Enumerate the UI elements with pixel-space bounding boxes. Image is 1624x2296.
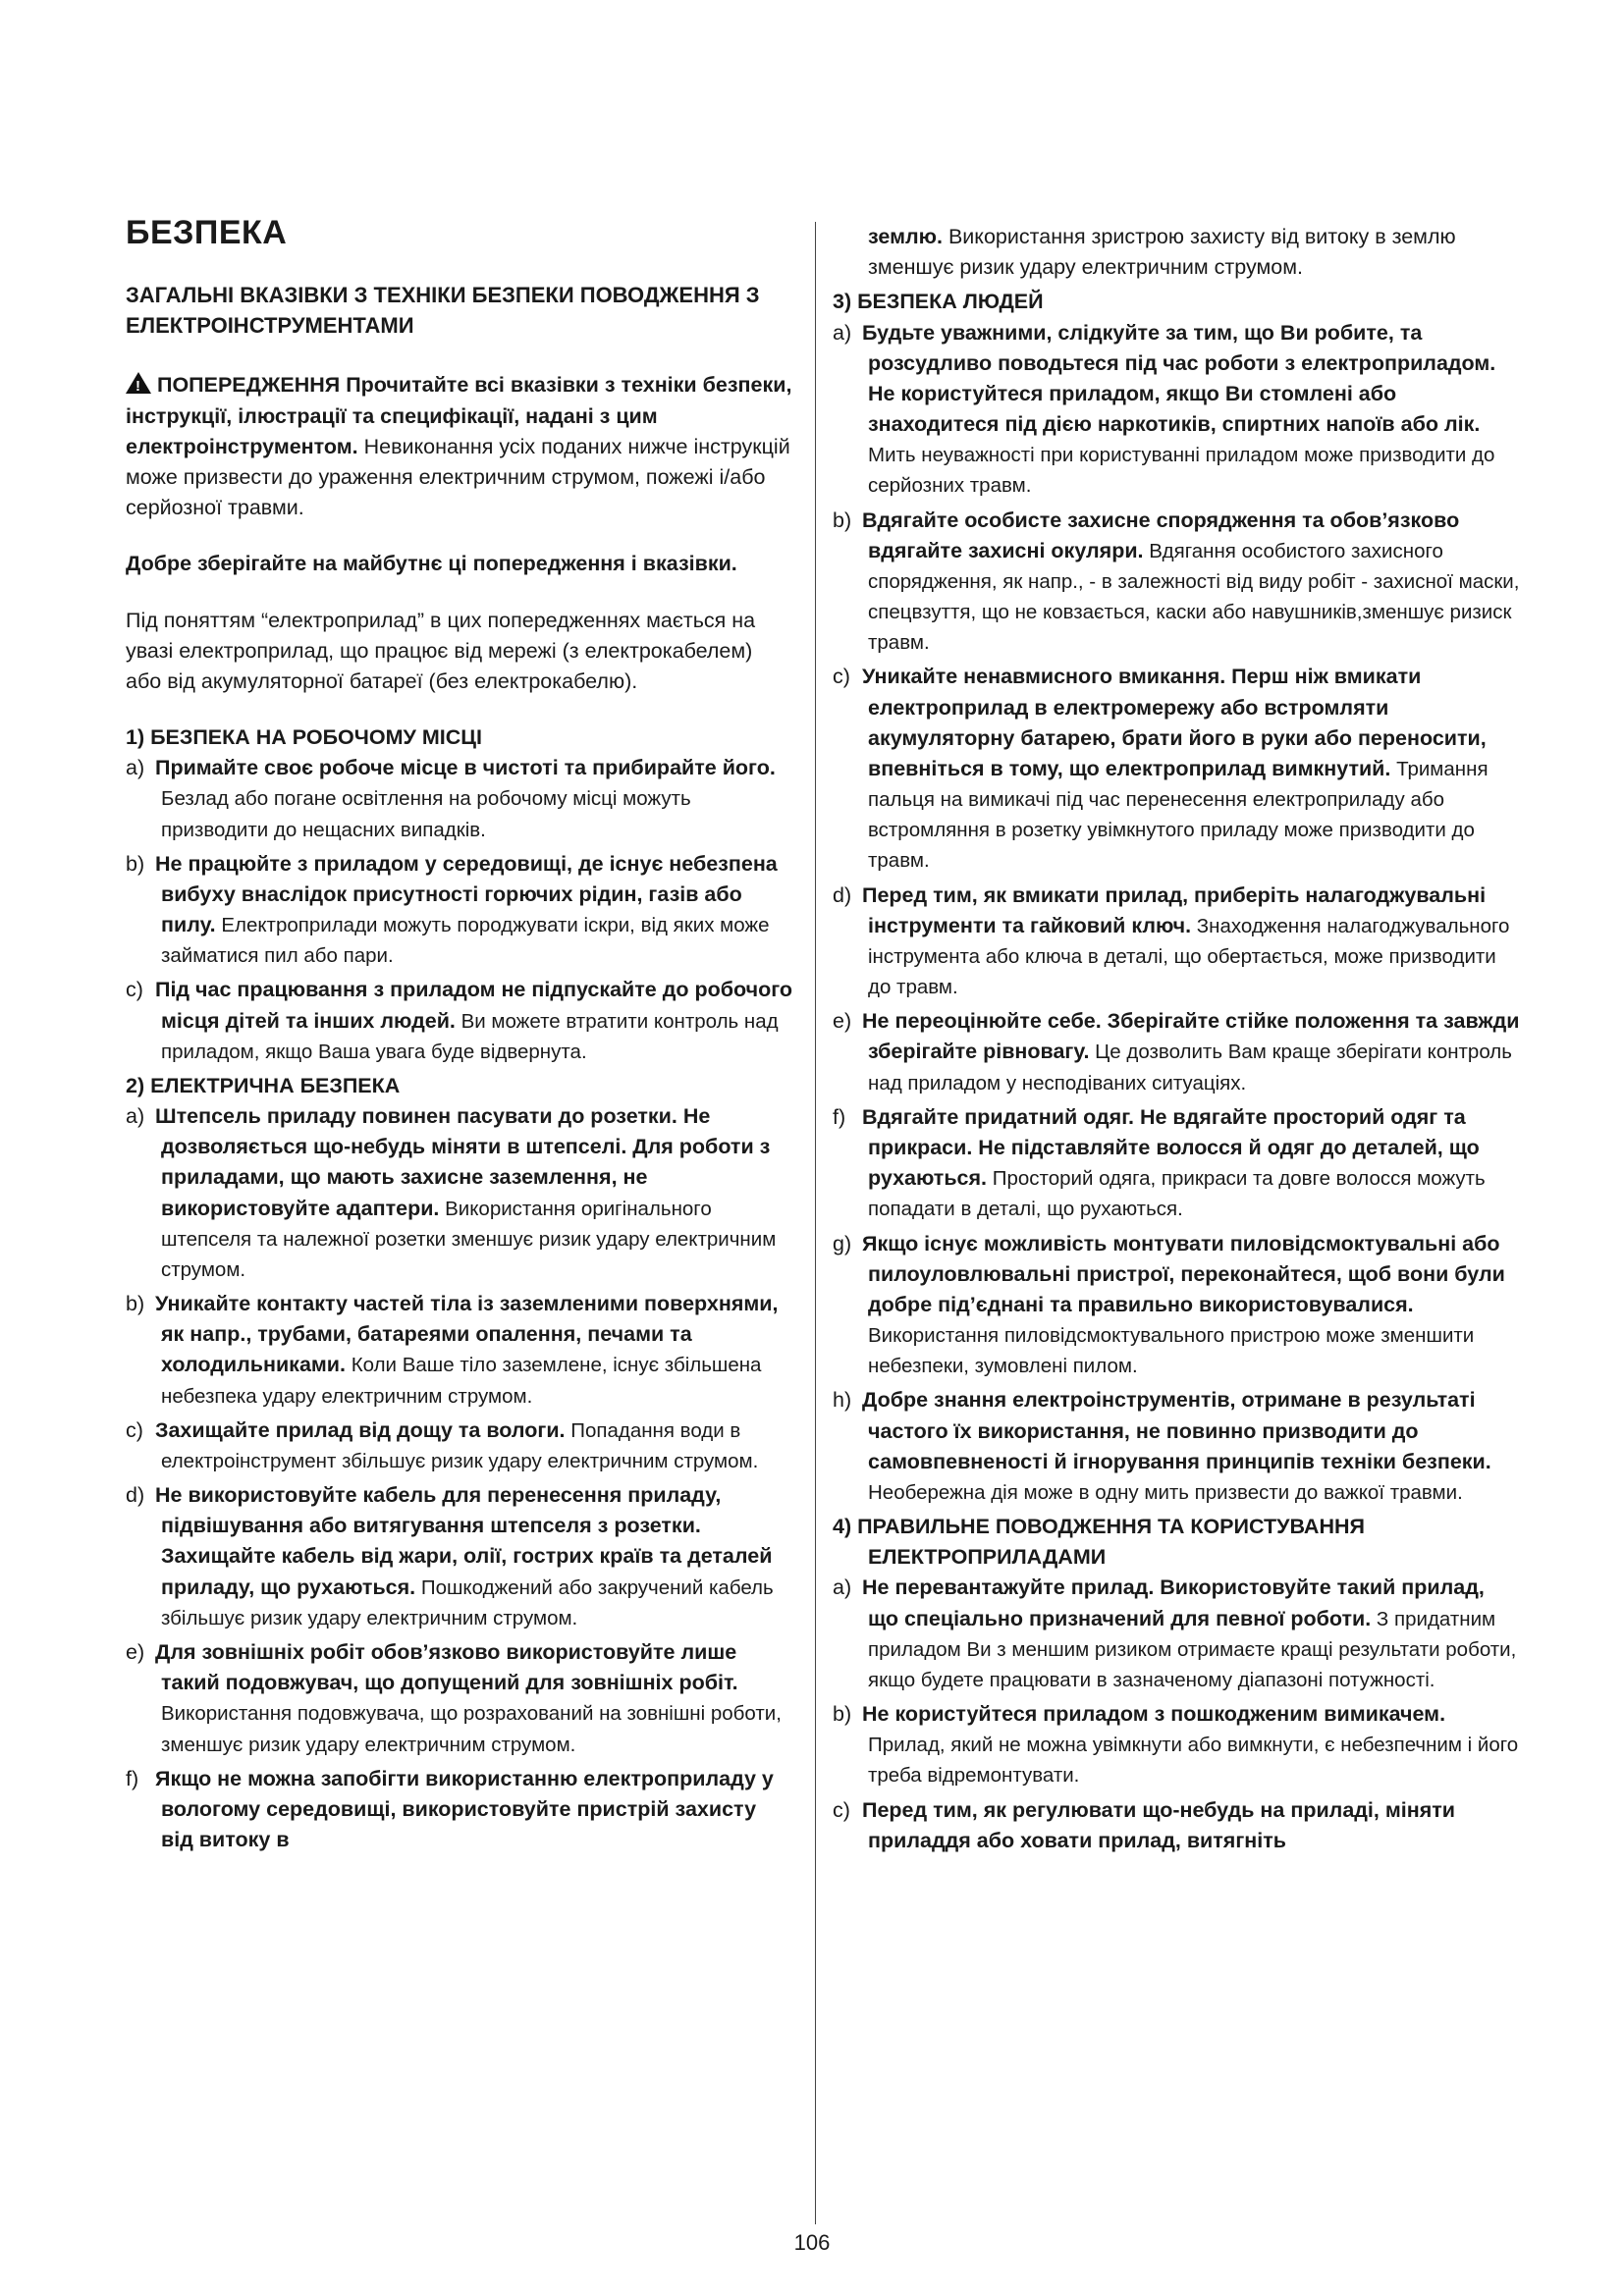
list-item-letter: b) — [126, 851, 145, 876]
list-item — [126, 1480, 793, 1633]
list-item — [126, 1101, 793, 1285]
list-item — [126, 1764, 793, 1856]
list-item-text: Необережна дія може в одну мить призвести до важкої травми. — [868, 1480, 1463, 1504]
list-item-text: Прилад, який не можна увімкнути або вимкнути, є небезпечним і його треба відремонтувати. — [868, 1734, 1519, 1788]
list-item-letter: b) — [833, 507, 852, 532]
list-item-letter: g) — [833, 1231, 852, 1255]
list-item — [833, 1102, 1520, 1225]
list-item-bold-text: Якщо існує можливість монтувати пиловідсмоктувальні або пилоуловлювальні пристрої, переконайтеся, щоб вони були добре під’єднані та правильно використовувалися. — [862, 1231, 1505, 1316]
list-item-bold-text: Не перевантажуйте прилад. Використовуйте такий прилад, що спеціально призначений для певної роботи. — [862, 1575, 1485, 1630]
column-divider — [815, 222, 816, 2224]
list-item — [126, 1637, 793, 1760]
list-item-bold-text: Не користуйтеся приладом з пошкодженим вимикачем. — [862, 1702, 1446, 1727]
list-item-bold-text: Якщо не можна запобігти використанню електроприладу у вологому середовищі, використовуйте пристрій захисту від витоку в — [155, 1766, 774, 1852]
right-column — [833, 222, 1520, 1860]
list-item — [833, 506, 1520, 659]
section-heading-1: 1) БЕЗПЕКА НА РОБОЧОМУ МІСЦІ — [126, 725, 482, 750]
list-item-continuation: землю. Використання зристрою захисту від витоку в землю зменшує ризик удару електричним струмом. — [868, 225, 1456, 280]
list-item-letter: a) — [126, 1104, 145, 1129]
section-4-list — [833, 1573, 1520, 1856]
warning-triangle-icon: ! — [126, 372, 151, 394]
list-item-text: З придатним приладом Ви з меншим ризиком отримаєте кращі результати роботи, якщо будете працювати в зазначеному діапазоні потужності. — [868, 1607, 1517, 1691]
list-item — [833, 1385, 1520, 1508]
section-heading-3: 3) БЕЗПЕКА ЛЮДЕЙ — [833, 290, 1044, 314]
list-item — [126, 753, 793, 845]
list-item-text: Коли Ваше тіло заземлене, існує збільшена небезпека удару електричним струмом. — [161, 1354, 762, 1408]
list-item — [126, 1415, 793, 1476]
list-item-bold-text: Перед тим, як вмикати прилад, приберіть налагоджувальні інструменти та гайковий ключ. — [862, 882, 1487, 937]
list-item-text: Пошкоджений або закручений кабель збільшує ризик удару електричним струмом. — [161, 1575, 774, 1629]
list-item-bold-text: Примайте своє робоче місце в чистоті та прибирайте його. — [155, 756, 776, 780]
list-item-letter: a) — [126, 756, 145, 780]
list-item-bold-text: Не працюйте з приладом у середовищі, де існує небезпена вибуху внаслідок присутності горючих рідин, газів або пилу. — [155, 851, 778, 937]
list-item-letter: h) — [833, 1388, 852, 1413]
page-number: 106 — [793, 2230, 831, 2255]
list-item-text: Використання подовжувача, що розрахований на зовнішні роботи, зменшує ризик удару електричним струмом. — [161, 1702, 782, 1756]
list-item-text: Попадання води в електроінструмент збільшує ризик удару електричним струмом. — [161, 1418, 759, 1472]
list-item — [833, 1229, 1520, 1382]
warning-paragraph: ! ПОПЕРЕДЖЕННЯ Прочитайте всі вказівки з техніки безпеки, інструкції, ілюстрації та специфікації, надані з цим електроінструментом. Невиконання усіх поданих нижче інструкцій може призвести до ураження електричним струмом, пожежі і/або серйозної травми. — [126, 373, 792, 520]
list-item-bold-text: Вдягайте особисте захисне спорядження та обов’язково вдягайте захисні окуляри. — [862, 507, 1460, 562]
list-item — [833, 662, 1520, 876]
list-item-letter: d) — [833, 882, 852, 907]
list-item-letter: c) — [833, 665, 850, 689]
list-item-letter: e) — [833, 1009, 852, 1034]
list-item-bold-text: Уникайте ненавмисного вмикання. Перш ніж вмикати електроприлад в електромережу або встромляти акумуляторну батарею, брати його в руки або переносити, впевніться в тому, що електроприлад вимкнутий. — [862, 665, 1487, 780]
list-item-text: Тримання пальця на вимикачі під час перенесення електроприладу або встромляння в розетку увімкнутого приладу може призводити до травм. — [868, 757, 1489, 873]
list-item-letter: d) — [126, 1483, 145, 1508]
list-item — [833, 1006, 1520, 1098]
list-item-text: Ви можете втратити контроль над приладом, якщо Ваша увага буде відвернута. — [161, 1009, 779, 1063]
list-item — [126, 849, 793, 972]
list-item-letter: c) — [126, 978, 143, 1002]
list-item-bold-text: Для зовнішніх робіт обов’язково використовуйте лише такий подовжувач, що допущений для зовнішніх робіт. — [155, 1640, 738, 1695]
left-column — [126, 196, 793, 1859]
list-item-bold-text: Уникайте контакту частей тіла із заземленими поверхнями, як напр., трубами, батареями опалення, печами та холодильниками. — [155, 1292, 779, 1377]
list-item-letter: f) — [833, 1104, 846, 1129]
list-item-text: Знаходження налагоджувального інструмента або ключа в деталі, що обертається, може призводити до травм. — [868, 914, 1510, 999]
list-item-letter: b) — [833, 1702, 852, 1727]
list-item-letter: f) — [126, 1766, 139, 1790]
list-item — [833, 1795, 1520, 1856]
definition-paragraph: Під поняттям “електроприлад” в цих попередженнях мається на увазі електроприлад, що працює від мережі (з електрокабелем) або від акумуляторної батареї (без електрокабелю). — [126, 608, 756, 693]
list-item-bold-text: Захищайте прилад від дощу та вологи. — [155, 1417, 566, 1442]
section-1-list — [126, 753, 793, 1067]
list-item-bold-text: Штепсель приладу повинен пасувати до розетки. Не дозволяється що-небудь міняти в штепселі. Для роботи з приладами, що мають захисне заземлення, не використовуйте адаптери. — [155, 1104, 771, 1220]
list-item-letter: e) — [126, 1640, 145, 1664]
list-item-text: Електроприлади можуть породжувати іскри, від яких може займатися пил або пари. — [161, 914, 770, 968]
list-item-letter: a) — [833, 1575, 852, 1600]
list-item-text: Мить неуважності при користуванні приладом може призводити до серйозних травм. — [868, 444, 1495, 498]
section-subtitle: ЗАГАЛЬНІ ВКАЗІВКИ З ТЕХНІКИ БЕЗПЕКИ ПОВОДЖЕННЯ З ЕЛЕКТРОІНСТРУМЕНТАМИ — [126, 283, 760, 339]
list-item-bold-text: Не використовуйте кабель для перенесення приладу, підвішування або витягування штепселя з розетки. Захищайте кабель від жари, олії, гострих країв та деталей приладу, що рухаються. — [155, 1483, 773, 1599]
list-item-letter: c) — [126, 1417, 143, 1442]
list-item — [833, 881, 1520, 1003]
list-item — [833, 1573, 1520, 1695]
section-2-list — [126, 1101, 793, 1855]
list-item-letter: a) — [833, 320, 852, 345]
list-item-bold-text: Не переоцінюйте себе. Зберігайте стійке положення та завжди зберігайте рівновагу. — [862, 1009, 1520, 1064]
list-item-bold-text: Під час працювання з приладом не підпускайте до робочого місця дітей та інших людей. — [155, 978, 793, 1033]
list-item-text: Вдягання особистого захисного спорядження, як напр., - в залежності від виду робіт - захисної маски, спецвзуття, що не ковзається, каски або навушників,зменшує ризиск травм. — [868, 539, 1520, 655]
list-item — [126, 1289, 793, 1412]
list-item-text: Просторий одяга, прикраси та довге волосся можуть попадати в деталі, що рухаються. — [868, 1167, 1486, 1221]
keep-note: Добре зберігайте на майбутнє ці попередження і вказівки. — [126, 552, 737, 576]
list-item-letter: c) — [833, 1797, 850, 1822]
list-item-text: Безлад або погане освітлення на робочому місці можуть призводити до нещасних випадків. — [161, 787, 691, 841]
list-item-bold-text: Добре знання електроінструментів, отримане в результаті частого їх використання, не повинно призводити до самовпевненості й ігнорування принципів техніки безпеки. — [862, 1388, 1491, 1473]
section-3-list — [833, 318, 1520, 1509]
list-item — [833, 318, 1520, 502]
list-item-text: Це дозволить Вам краще зберігати контроль над приладом у несподіваних ситуаціях. — [868, 1041, 1512, 1095]
section-heading-2: 2) ЕЛЕКТРИЧНА БЕЗПЕКА — [126, 1073, 401, 1097]
list-item-bold-text: Перед тим, як регулювати що-небудь на приладі, міняти приладдя або ховати прилад, витягніть — [862, 1797, 1456, 1852]
list-item — [126, 975, 793, 1067]
list-item-text: Використання оригінального штепселя та належної розетки зменшує ризик удару електричним струмом. — [161, 1197, 777, 1281]
list-item — [833, 1699, 1520, 1791]
page-title: БЕЗПЕКА — [126, 214, 288, 251]
list-item-text: Використання пиловідсмоктувального пристрою може зменшити небезпеки, зумовлені пилом. — [868, 1324, 1475, 1378]
section-heading-4: 4) ПРАВИЛЬНЕ ПОВОДЖЕННЯ ТА КОРИСТУВАННЯ ЕЛЕКТРОПРИЛАДАМИ — [833, 1515, 1365, 1570]
list-item-bold-text: Будьте уважними, слідкуйте за тим, що Ви робите, та розсудливо поводьтеся під час роботи з електроприладом. Не користуйтеся приладом, якщо Ви стомлені або знаходитеся під дією наркотиків, спиртних напоїв або лік. — [862, 320, 1496, 437]
list-item-bold-text: Вдягайте придатний одяг. Не вдягайте просторий одяг та прикраси. Не підставляйте волосся й одяг до деталей, що рухаються. — [862, 1104, 1480, 1191]
list-item-letter: b) — [126, 1292, 145, 1316]
